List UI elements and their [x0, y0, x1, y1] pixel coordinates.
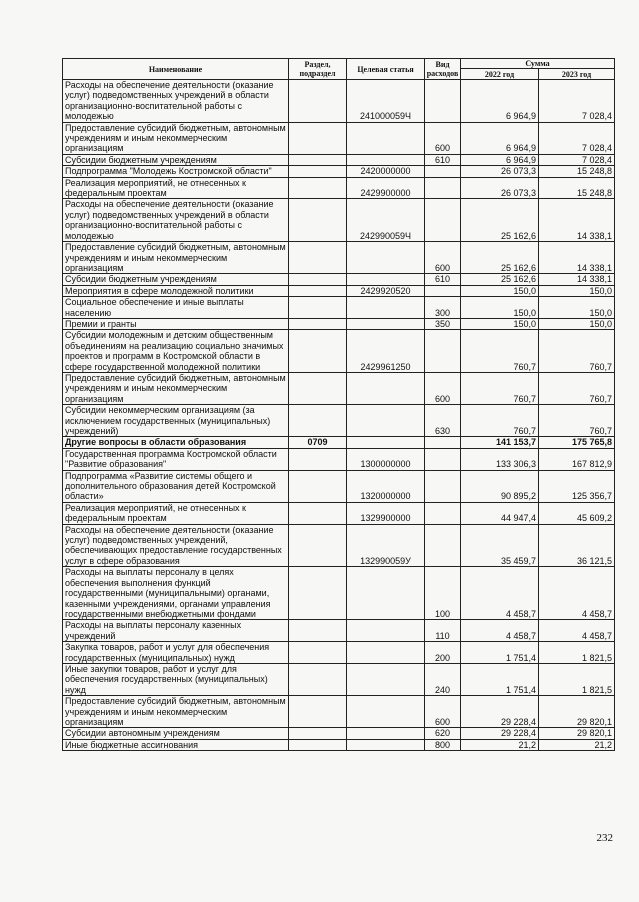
cell-section — [289, 567, 347, 620]
cell-name: Реализация мероприятий, не отнесенных к федеральным проектам — [63, 177, 289, 199]
cell-type — [425, 330, 461, 373]
cell-type: 240 — [425, 663, 461, 695]
header-target: Целевая статья — [347, 59, 425, 80]
cell-type — [425, 470, 461, 502]
cell-section — [289, 285, 347, 296]
cell-name: Расходы на выплаты персоналу казенных учреждений — [63, 620, 289, 642]
table-row — [63, 372, 615, 404]
cell-target: 2429961250 — [347, 330, 425, 373]
cell-target: 1300000000 — [347, 448, 425, 470]
cell-type: 600 — [425, 696, 461, 728]
cell-name: Предоставление субсидий бюджетным, автономным учреждениям и иным некоммерческим организациям — [63, 372, 289, 404]
cell-2023: 29 820,1 — [539, 696, 615, 728]
table-row — [63, 728, 615, 739]
cell-type — [425, 437, 461, 448]
cell-target — [347, 728, 425, 739]
cell-name: Мероприятия в сфере молодежной политики — [63, 285, 289, 296]
cell-2023: 14 338,1 — [539, 199, 615, 242]
cell-target — [347, 620, 425, 642]
cell-2023: 7 028,4 — [539, 80, 615, 123]
cell-section — [289, 274, 347, 285]
cell-target — [347, 122, 425, 154]
cell-2022: 6 964,9 — [461, 80, 539, 123]
header-sum: Сумма — [461, 59, 615, 69]
cell-name: Субсидии бюджетным учреждениям — [63, 274, 289, 285]
header-2022: 2022 год — [461, 69, 539, 80]
cell-2023: 150,0 — [539, 318, 615, 329]
cell-2022: 29 228,4 — [461, 728, 539, 739]
table-body — [63, 80, 615, 751]
cell-target — [347, 154, 425, 165]
cell-2022: 90 895,2 — [461, 470, 539, 502]
cell-section — [289, 728, 347, 739]
cell-name: Субсидии молодежным и детским общественным объединениям на реализацию социально значимых проектов и программ в Костромской области в сфере государственной молодежной политики — [63, 330, 289, 373]
table-row — [63, 80, 615, 123]
cell-2023: 7 028,4 — [539, 154, 615, 165]
page-number: 232 — [596, 832, 613, 844]
cell-section — [289, 318, 347, 329]
cell-section — [289, 524, 347, 567]
cell-2023: 760,7 — [539, 372, 615, 404]
cell-name: Иные бюджетные ассигнования — [63, 739, 289, 750]
table-row — [63, 437, 615, 448]
cell-target: 241000059Ч — [347, 80, 425, 123]
cell-target: 242990059Ч — [347, 199, 425, 242]
cell-2022: 141 153,7 — [461, 437, 539, 448]
cell-type: 610 — [425, 274, 461, 285]
cell-name: Субсидии некоммерческим организациям (за исключением государственных (муниципальных) учреждений) — [63, 405, 289, 437]
cell-name: Подпрограмма «Развитие системы общего и дополнительного образования детей Костромской области» — [63, 470, 289, 502]
cell-section — [289, 739, 347, 750]
cell-type: 600 — [425, 122, 461, 154]
cell-name: Предоставление субсидий бюджетным, автономным учреждениям и иным некоммерческим организациям — [63, 696, 289, 728]
table-row — [63, 199, 615, 242]
cell-2022: 44 947,4 — [461, 502, 539, 524]
header-type: Вид расходов — [425, 59, 461, 80]
cell-type: 610 — [425, 154, 461, 165]
cell-2023: 15 248,8 — [539, 166, 615, 177]
cell-2023: 760,7 — [539, 330, 615, 373]
table-row — [63, 567, 615, 620]
table-row — [63, 122, 615, 154]
cell-type: 300 — [425, 297, 461, 319]
cell-target: 132990059У — [347, 524, 425, 567]
cell-target: 1320000000 — [347, 470, 425, 502]
cell-section — [289, 642, 347, 664]
cell-target — [347, 696, 425, 728]
cell-type: 350 — [425, 318, 461, 329]
cell-section — [289, 122, 347, 154]
table-row — [63, 448, 615, 470]
cell-section — [289, 405, 347, 437]
cell-2023: 167 812,9 — [539, 448, 615, 470]
table-row — [63, 502, 615, 524]
cell-name: Закупка товаров, работ и услуг для обеспечения государственных (муниципальных) нужд — [63, 642, 289, 664]
cell-2023: 14 338,1 — [539, 274, 615, 285]
cell-name: Предоставление субсидий бюджетным, автономным учреждениям и иным некоммерческим организациям — [63, 122, 289, 154]
header-name: Наименование — [63, 59, 289, 80]
cell-target: 1329900000 — [347, 502, 425, 524]
cell-2022: 1 751,4 — [461, 642, 539, 664]
cell-section — [289, 620, 347, 642]
cell-type — [425, 285, 461, 296]
cell-name: Субсидии бюджетным учреждениям — [63, 154, 289, 165]
cell-target — [347, 242, 425, 274]
cell-2022: 760,7 — [461, 372, 539, 404]
table-row — [63, 524, 615, 567]
table-row — [63, 470, 615, 502]
cell-2023: 1 821,5 — [539, 663, 615, 695]
cell-section — [289, 372, 347, 404]
cell-section — [289, 242, 347, 274]
cell-type — [425, 177, 461, 199]
cell-type — [425, 199, 461, 242]
cell-type — [425, 80, 461, 123]
cell-section — [289, 166, 347, 177]
cell-target — [347, 663, 425, 695]
table-row — [63, 154, 615, 165]
cell-target — [347, 372, 425, 404]
cell-section — [289, 448, 347, 470]
cell-section — [289, 80, 347, 123]
cell-section: 0709 — [289, 437, 347, 448]
cell-name: Предоставление субсидий бюджетным, автономным учреждениям и иным некоммерческим организациям — [63, 242, 289, 274]
cell-2023: 7 028,4 — [539, 122, 615, 154]
cell-2022: 35 459,7 — [461, 524, 539, 567]
cell-type — [425, 166, 461, 177]
cell-name: Премии и гранты — [63, 318, 289, 329]
cell-2023: 15 248,8 — [539, 177, 615, 199]
cell-type: 100 — [425, 567, 461, 620]
cell-2023: 1 821,5 — [539, 642, 615, 664]
cell-name: Расходы на обеспечение деятельности (оказание услуг) подведомственных учреждений в области организационно-воспитательной работы с молодежью — [63, 80, 289, 123]
table-row — [63, 405, 615, 437]
cell-type: 630 — [425, 405, 461, 437]
table-row — [63, 663, 615, 695]
cell-target — [347, 567, 425, 620]
cell-target: 2429920520 — [347, 285, 425, 296]
table-row — [63, 739, 615, 750]
cell-2023: 4 458,7 — [539, 567, 615, 620]
cell-target: 2429900000 — [347, 177, 425, 199]
cell-name: Другие вопросы в области образования — [63, 437, 289, 448]
cell-type — [425, 448, 461, 470]
cell-type: 600 — [425, 372, 461, 404]
cell-2022: 4 458,7 — [461, 620, 539, 642]
cell-2023: 760,7 — [539, 405, 615, 437]
cell-section — [289, 502, 347, 524]
cell-section — [289, 154, 347, 165]
budget-table — [62, 58, 615, 751]
cell-type — [425, 502, 461, 524]
cell-2022: 26 073,3 — [461, 177, 539, 199]
cell-target — [347, 739, 425, 750]
table-row — [63, 274, 615, 285]
table-row — [63, 330, 615, 373]
cell-2023: 150,0 — [539, 297, 615, 319]
cell-2022: 150,0 — [461, 285, 539, 296]
cell-name: Реализация мероприятий, не отнесенных к федеральным проектам — [63, 502, 289, 524]
cell-name: Подпрограмма "Молодежь Костромской области" — [63, 166, 289, 177]
cell-2023: 125 356,7 — [539, 470, 615, 502]
cell-target — [347, 437, 425, 448]
cell-2022: 25 162,6 — [461, 274, 539, 285]
cell-2022: 150,0 — [461, 318, 539, 329]
cell-name: Субсидии автономным учреждениям — [63, 728, 289, 739]
cell-2023: 175 765,8 — [539, 437, 615, 448]
cell-2023: 21,2 — [539, 739, 615, 750]
table-row — [63, 642, 615, 664]
cell-2022: 1 751,4 — [461, 663, 539, 695]
cell-2023: 4 458,7 — [539, 620, 615, 642]
table-row — [63, 318, 615, 329]
cell-name: Иные закупки товаров, работ и услуг для обеспечения государственных (муниципальных) нужд — [63, 663, 289, 695]
cell-2022: 26 073,3 — [461, 166, 539, 177]
cell-2023: 29 820,1 — [539, 728, 615, 739]
cell-section — [289, 177, 347, 199]
cell-2023: 45 609,2 — [539, 502, 615, 524]
cell-target — [347, 297, 425, 319]
cell-type: 800 — [425, 739, 461, 750]
cell-type: 600 — [425, 242, 461, 274]
cell-2023: 150,0 — [539, 285, 615, 296]
cell-section — [289, 470, 347, 502]
cell-type: 620 — [425, 728, 461, 739]
cell-2022: 29 228,4 — [461, 696, 539, 728]
cell-2023: 14 338,1 — [539, 242, 615, 274]
table-row — [63, 297, 615, 319]
cell-name: Расходы на выплаты персоналу в целях обеспечения выполнения функций государственными (муниципальными) органами, казенными учреждениями, органами управления государственными внебюджетными фондами — [63, 567, 289, 620]
cell-2022: 760,7 — [461, 405, 539, 437]
cell-name: Государственная программа Костромской области "Развитие образования" — [63, 448, 289, 470]
cell-target — [347, 318, 425, 329]
cell-2022: 6 964,9 — [461, 154, 539, 165]
cell-section — [289, 199, 347, 242]
table-row — [63, 285, 615, 296]
cell-name: Расходы на обеспечение деятельности (оказание услуг) подведомственных учреждений, обеспечивающих предоставление государственных услуг в сфере образования — [63, 524, 289, 567]
cell-section — [289, 696, 347, 728]
cell-name: Социальное обеспечение и иные выплаты населению — [63, 297, 289, 319]
cell-2022: 25 162,6 — [461, 242, 539, 274]
cell-2022: 4 458,7 — [461, 567, 539, 620]
cell-2023: 36 121,5 — [539, 524, 615, 567]
table-row — [63, 242, 615, 274]
cell-type: 200 — [425, 642, 461, 664]
table-row — [63, 696, 615, 728]
table-row — [63, 166, 615, 177]
header-2023: 2023 год — [539, 69, 615, 80]
cell-target: 2420000000 — [347, 166, 425, 177]
cell-2022: 760,7 — [461, 330, 539, 373]
cell-target — [347, 642, 425, 664]
header-section: Раздел, подраздел — [289, 59, 347, 80]
cell-2022: 25 162,6 — [461, 199, 539, 242]
cell-type: 110 — [425, 620, 461, 642]
cell-target — [347, 274, 425, 285]
cell-target — [347, 405, 425, 437]
cell-section — [289, 663, 347, 695]
cell-2022: 150,0 — [461, 297, 539, 319]
cell-type — [425, 524, 461, 567]
cell-section — [289, 297, 347, 319]
table-row — [63, 620, 615, 642]
cell-name: Расходы на обеспечение деятельности (оказание услуг) подведомственных учреждений в области организационно-воспитательной работы с молодежью — [63, 199, 289, 242]
cell-2022: 21,2 — [461, 739, 539, 750]
cell-section — [289, 330, 347, 373]
cell-2022: 6 964,9 — [461, 122, 539, 154]
cell-2022: 133 306,3 — [461, 448, 539, 470]
table-row — [63, 177, 615, 199]
